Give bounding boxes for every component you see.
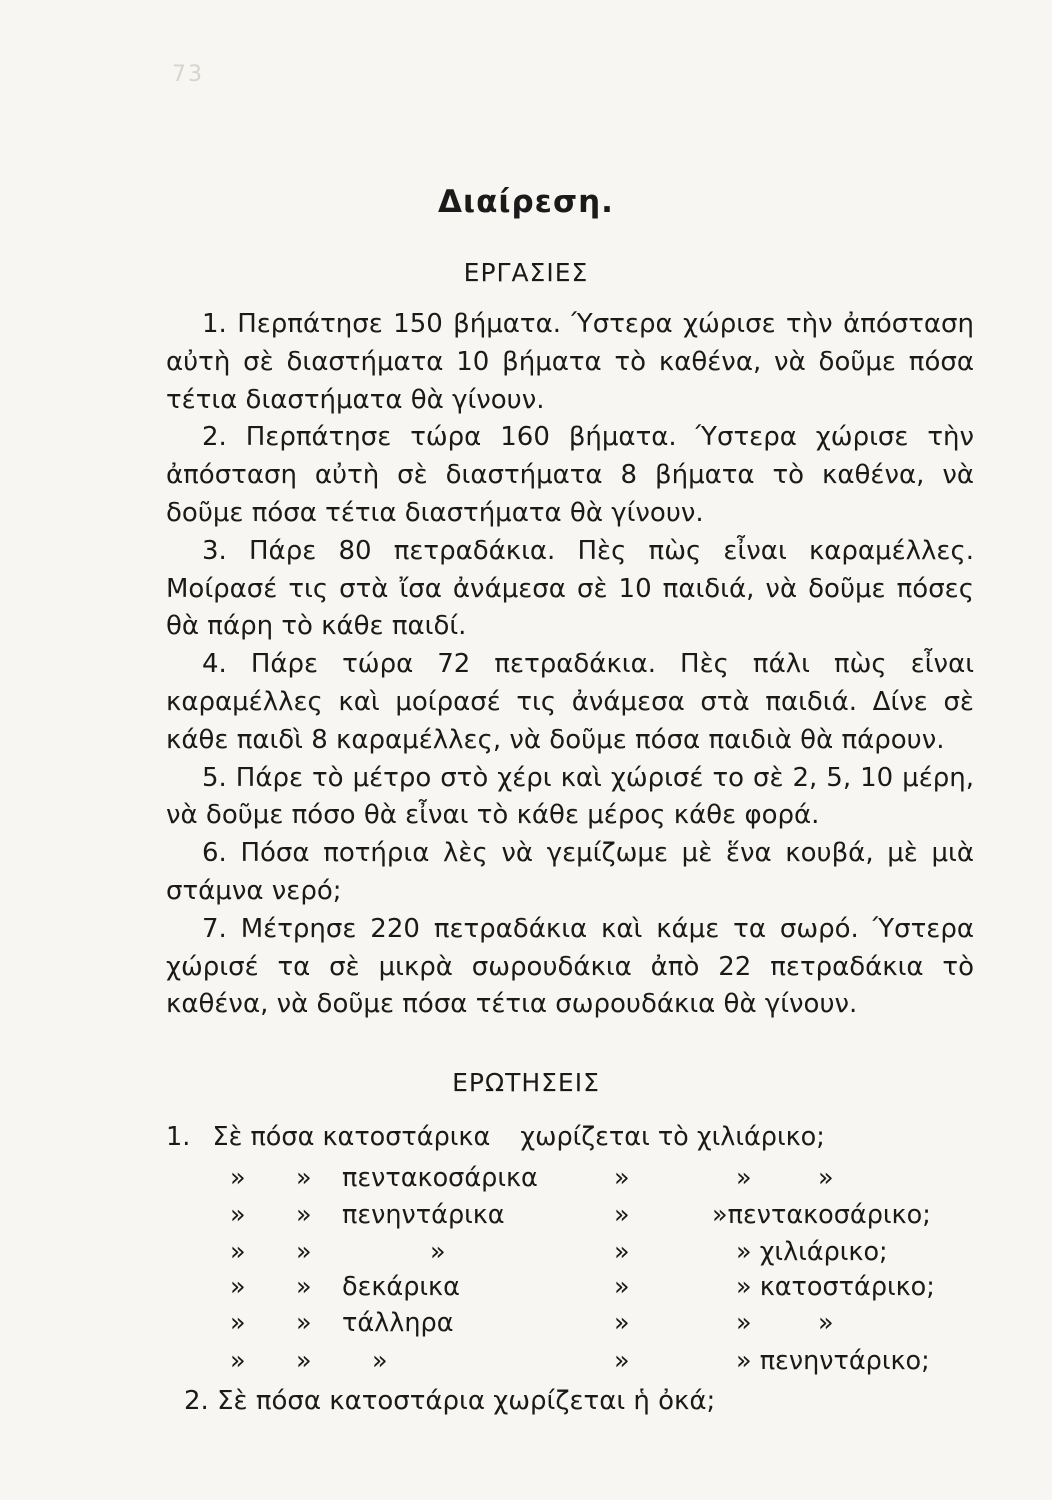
ditto-mark: » [614,1237,630,1267]
ditto-mark: » [296,1163,312,1193]
denomination: πενηντάρικα [342,1200,505,1230]
questions-heading: ΕΡΩΤΗΣΕΙΣ [452,1068,600,1097]
page-number: 73 [172,62,204,87]
ditto-mark: » [736,1163,752,1193]
question-text: Σὲ πόσα κατοστάρικα [212,1122,491,1152]
question-row [0,1237,1052,1271]
ditto-mark: » [614,1308,630,1338]
ditto-mark: » [230,1272,246,1302]
ditto-mark: » [296,1272,312,1302]
exercise-item: 4. Πάρε τώρα 72 πετραδάκια. Πὲς πάλι πὼς εἶναι καραμέλλες καὶ μοίρασέ τις ἀνάμεσα στὰ παιδιά. Δίνε σὲ κάθε παιδὶ 8 καραμέλλες, νὰ δοῦμε πόσα παιδιὰ θὰ πάρουν. [166,649,974,755]
question-row [0,1272,1052,1306]
exercise-item: 2. Περπάτησε τώρα 160 βήματα. Ύστερα χώρισε τὴν ἀπόσταση αὐτὴ σὲ διαστήματα 8 βήματα τὸ καθένα, νὰ δοῦμε πόσα τέτια διαστήματα θὰ γίνουν. [166,422,974,528]
question-row [0,1308,1052,1342]
ditto-mark: » [296,1346,312,1376]
target-denomination: »πεντακοσάρικο; [712,1200,931,1230]
target-denomination: » κατοστάρικο; [736,1272,935,1302]
page-title: Διαίρεση. [438,184,614,220]
question-verb: χωρίζεται τὸ χιλιάρικο; [520,1122,825,1152]
ditto-mark: » [230,1163,246,1193]
ditto-mark: » [614,1346,630,1376]
ditto-mark: » [614,1163,630,1193]
ditto-mark: » [614,1272,630,1302]
ditto-mark: » [430,1237,446,1267]
ditto-mark: » [230,1200,246,1230]
ditto-mark: » [296,1237,312,1267]
question-row [0,1200,1052,1234]
ditto-mark: » [296,1200,312,1230]
exercise-item: 7. Μέτρησε 220 πετραδάκια καὶ κάμε τα σωρό. Ύστερα χώρισέ τα σὲ μικρὰ σωρουδάκια ἀπὸ 22 πετραδάκια τὸ καθένα, νὰ δοῦμε πόσα τέτια σωρουδάκια θὰ γίνουν. [166,913,974,1020]
denomination: τάλληρα [342,1308,454,1338]
ditto-mark: » [230,1346,246,1376]
ditto-mark: » [372,1346,388,1376]
question-2: 2. Σὲ πόσα κατοστάρια χωρίζεται ἡ ὀκά; [184,1386,716,1416]
exercises-heading: ΕΡΓΑΣΙΕΣ [463,258,589,287]
question-row [0,1346,1052,1380]
question-1 [166,1120,825,1154]
ditto-mark: » [230,1308,246,1338]
ditto-mark: » [296,1308,312,1338]
ditto-mark: » [818,1163,834,1193]
question-row [0,1163,1052,1197]
exercise-item: 3. Πάρε 80 πετραδάκια. Πὲς πὼς εἶναι καραμέλλες. Μοίρασέ τις στὰ ἴσα ἀνάμεσα σὲ 10 παιδιά, νὰ δοῦμε πόσες θὰ πάρη τὸ κάθε παιδί. [166,535,974,642]
ditto-mark: » [736,1308,752,1338]
target-denomination: » πενηντάρικο; [736,1346,930,1376]
exercise-item: 6. Πόσα ποτήρια λὲς νὰ γεμίζωμε μὲ ἕνα κουβά, μὲ μιὰ στάμνα νερό; [166,838,974,906]
ditto-mark: » [818,1308,834,1338]
target-denomination: » χιλιάρικο; [736,1237,888,1267]
denomination: πεντακοσάρικα [342,1163,538,1193]
question-number: 1. [166,1122,191,1152]
denomination: δεκάρικα [342,1272,460,1302]
exercises-list [166,306,974,1024]
ditto-mark: » [614,1200,630,1230]
exercise-item: 1. Περπάτησε 150 βήματα. Ύστερα χώρισε τὴν ἀπόσταση αὐτὴ σὲ διαστήματα 10 βήματα τὸ καθένα, νὰ δοῦμε πόσα τέτια διαστήματα θὰ γίνουν. [166,309,974,415]
exercise-item: 5. Πάρε τὸ μέτρο στὸ χέρι καὶ χώρισέ το σὲ 2, 5, 10 μέρη, νὰ δοῦμε πόσο θὰ εἶναι τὸ κάθε μέρος κάθε φορά. [166,762,974,831]
ditto-mark: » [230,1237,246,1267]
